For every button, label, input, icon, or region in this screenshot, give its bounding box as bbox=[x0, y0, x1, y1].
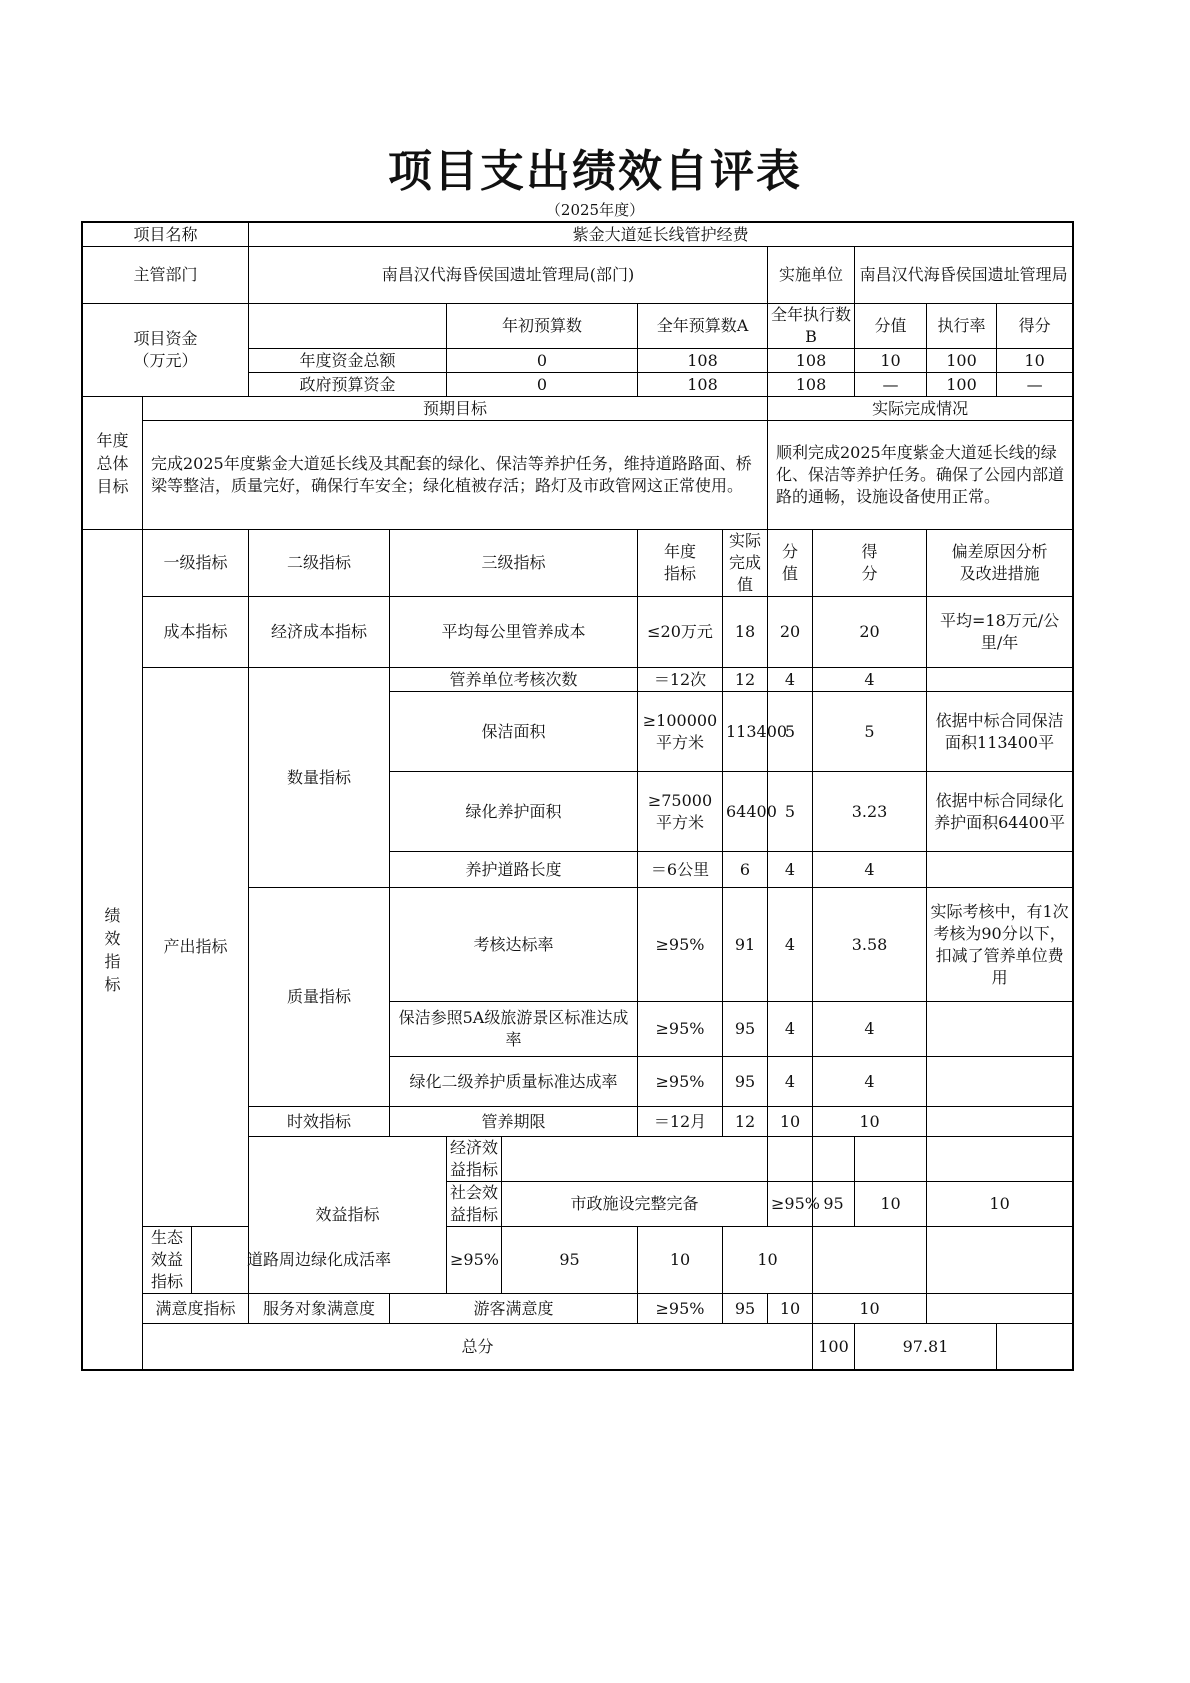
year-subtitle: （2025年度） bbox=[545, 201, 645, 219]
header-actual: 实际 完成值 bbox=[723, 530, 768, 597]
quantity-score: 4 bbox=[813, 668, 927, 692]
actual-result-header: 实际完成情况 bbox=[768, 397, 1073, 421]
funds-header-executed: 全年执行数B bbox=[768, 304, 855, 349]
timeliness-actual: 12 bbox=[723, 1107, 768, 1137]
quality-target: ≥95% bbox=[638, 1002, 723, 1057]
cost-level2: 经济成本指标 bbox=[249, 597, 390, 668]
header-target: 年度 指标 bbox=[638, 530, 723, 597]
quantity-note bbox=[927, 668, 1073, 692]
indicator-header-row bbox=[83, 530, 1073, 597]
indicators-label: 绩 效 指 标 bbox=[83, 530, 143, 1370]
quality-level2: 质量指标 bbox=[249, 888, 390, 1107]
goals-label: 年度 总体 目标 bbox=[83, 397, 143, 530]
funds-rate: 100 bbox=[927, 349, 997, 373]
funds-header-rate: 执行率 bbox=[927, 304, 997, 349]
quantity-row bbox=[83, 668, 1073, 692]
quality-note bbox=[927, 1057, 1073, 1107]
quality-name: 考核达标率 bbox=[390, 888, 638, 1002]
satisfaction-level2: 服务对象满意度 bbox=[249, 1294, 390, 1324]
quantity-name: 管养单位考核次数 bbox=[390, 668, 638, 692]
quality-target: ≥95% bbox=[638, 1057, 723, 1107]
quantity-note: 依据中标合同保洁面积113400平 bbox=[927, 692, 1073, 772]
funds-score: — bbox=[997, 373, 1073, 397]
quantity-level2: 数量指标 bbox=[249, 668, 390, 888]
expected-goal-header: 预期目标 bbox=[143, 397, 768, 421]
quantity-weight: 4 bbox=[768, 668, 813, 692]
goals-text-row bbox=[83, 421, 1073, 530]
quantity-actual: 113400 bbox=[723, 692, 768, 772]
quality-weight: 4 bbox=[768, 1057, 813, 1107]
quality-name: 保洁参照5A级旅游景区标准达成率 bbox=[390, 1002, 638, 1057]
quality-actual: 95 bbox=[723, 1057, 768, 1107]
header-score: 得 分 bbox=[813, 530, 927, 597]
timeliness-level2: 时效指标 bbox=[249, 1107, 390, 1137]
satisfaction-actual: 95 bbox=[723, 1294, 768, 1324]
quantity-target: ＝12次 bbox=[638, 668, 723, 692]
funds-header-blank bbox=[249, 304, 447, 349]
expected-goal-text: 完成2025年度紫金大道延长线及其配套的绿化、保洁等养护任务，维持道路路面、桥梁等整洁，质量完好，确保行车安全；绿化植被存活；路灯及市政管网这正常使用。 bbox=[143, 421, 768, 530]
quality-actual: 91 bbox=[723, 888, 768, 1002]
quantity-target: ＝6公里 bbox=[638, 852, 723, 888]
benefit-score: 10 bbox=[927, 1182, 1073, 1227]
benefit-target bbox=[768, 1137, 813, 1182]
timeliness-note bbox=[927, 1107, 1073, 1137]
benefit-target: ≥95% bbox=[447, 1227, 502, 1294]
quality-name: 绿化二级养护质量标准达成率 bbox=[390, 1057, 638, 1107]
quantity-weight: 4 bbox=[768, 852, 813, 888]
benefit-name bbox=[502, 1137, 768, 1182]
quantity-name: 绿化养护面积 bbox=[390, 772, 638, 852]
quantity-weight: 5 bbox=[768, 692, 813, 772]
satisfaction-level1: 满意度指标 bbox=[143, 1294, 249, 1324]
header-level2: 二级指标 bbox=[249, 530, 390, 597]
total-note bbox=[997, 1324, 1073, 1370]
dept-value: 南昌汉代海昏侯国遗址管理局(部门) bbox=[249, 247, 768, 304]
cost-actual: 18 bbox=[723, 597, 768, 668]
project-name-label: 项目名称 bbox=[83, 223, 249, 247]
funds-label: 项目资金 （万元） bbox=[83, 304, 249, 397]
benefit-level2: 经济效益指标 bbox=[447, 1137, 502, 1182]
timeliness-score: 10 bbox=[813, 1107, 927, 1137]
funds-annual: 108 bbox=[638, 373, 768, 397]
quantity-note: 依据中标合同绿化养护面积64400平 bbox=[927, 772, 1073, 852]
funds-header-score: 得分 bbox=[997, 304, 1073, 349]
benefit-name: 道路周边绿化成活率 bbox=[192, 1227, 447, 1294]
quantity-name: 保洁面积 bbox=[390, 692, 638, 772]
quantity-target: ≥100000平方米 bbox=[638, 692, 723, 772]
timeliness-target: ＝12月 bbox=[638, 1107, 723, 1137]
funds-header-annual: 全年预算数A bbox=[638, 304, 768, 349]
unit-value: 南昌汉代海昏侯国遗址管理局 bbox=[855, 247, 1073, 304]
benefit-actual bbox=[813, 1137, 855, 1182]
project-name-row bbox=[83, 223, 1073, 247]
quantity-actual: 6 bbox=[723, 852, 768, 888]
quantity-weight: 5 bbox=[768, 772, 813, 852]
funds-rate: 100 bbox=[927, 373, 997, 397]
quality-weight: 4 bbox=[768, 1002, 813, 1057]
cost-row bbox=[83, 597, 1073, 668]
output-level1: 产出指标 bbox=[143, 668, 249, 1227]
benefit-score: 10 bbox=[723, 1227, 813, 1294]
funds-header-row bbox=[83, 304, 1073, 349]
satisfaction-score: 10 bbox=[813, 1294, 927, 1324]
funds-executed: 108 bbox=[768, 349, 855, 373]
funds-header-initial: 年初预算数 bbox=[447, 304, 638, 349]
quality-score: 4 bbox=[813, 1002, 927, 1057]
evaluation-table bbox=[82, 222, 1073, 1370]
quantity-note bbox=[927, 852, 1073, 888]
benefit-level2: 社会效益指标 bbox=[447, 1182, 502, 1227]
quality-note: 实际考核中，有1次考核为90分以下，扣减了管养单位费用 bbox=[927, 888, 1073, 1002]
satisfaction-target: ≥95% bbox=[638, 1294, 723, 1324]
funds-weight: 10 bbox=[855, 349, 927, 373]
satisfaction-name: 游客满意度 bbox=[390, 1294, 638, 1324]
quantity-score: 3.23 bbox=[813, 772, 927, 852]
dept-label: 主管部门 bbox=[83, 247, 249, 304]
quantity-actual: 64400 bbox=[723, 772, 768, 852]
funds-header-weight: 分值 bbox=[855, 304, 927, 349]
department-row bbox=[83, 247, 1073, 304]
cost-note: 平均=18万元/公里/年 bbox=[927, 597, 1073, 668]
satisfaction-weight: 10 bbox=[768, 1294, 813, 1324]
benefit-note bbox=[813, 1227, 927, 1294]
quantity-actual: 12 bbox=[723, 668, 768, 692]
unit-label: 实施单位 bbox=[768, 247, 855, 304]
benefit-actual: 95 bbox=[502, 1227, 638, 1294]
quality-note bbox=[927, 1002, 1073, 1057]
funds-executed: 108 bbox=[768, 373, 855, 397]
cost-weight: 20 bbox=[768, 597, 813, 668]
timeliness-weight: 10 bbox=[768, 1107, 813, 1137]
total-weight: 100 bbox=[813, 1324, 855, 1370]
funds-annual: 108 bbox=[638, 349, 768, 373]
header-weight: 分 值 bbox=[768, 530, 813, 597]
quality-score: 4 bbox=[813, 1057, 927, 1107]
quality-actual: 95 bbox=[723, 1002, 768, 1057]
funds-initial: 0 bbox=[447, 349, 638, 373]
satisfaction-row bbox=[83, 1294, 1073, 1324]
quantity-name: 养护道路长度 bbox=[390, 852, 638, 888]
quality-target: ≥95% bbox=[638, 888, 723, 1002]
funds-weight: — bbox=[855, 373, 927, 397]
quality-weight: 4 bbox=[768, 888, 813, 1002]
total-row bbox=[83, 1324, 1073, 1370]
benefit-name: 市政施设完整完备 bbox=[502, 1182, 768, 1227]
satisfaction-note bbox=[927, 1294, 1073, 1324]
funds-score: 10 bbox=[997, 349, 1073, 373]
quantity-target: ≥75000平方米 bbox=[638, 772, 723, 852]
header-level3: 三级指标 bbox=[390, 530, 638, 597]
benefit-weight: 10 bbox=[638, 1227, 723, 1294]
quantity-score: 4 bbox=[813, 852, 927, 888]
funds-row-label: 年度资金总额 bbox=[249, 349, 447, 373]
header-deviation: 偏差原因分析 及改进措施 bbox=[927, 530, 1073, 597]
total-label: 总分 bbox=[143, 1324, 813, 1370]
benefit-row bbox=[83, 1227, 1073, 1294]
funds-initial: 0 bbox=[447, 373, 638, 397]
funds-row-label: 政府预算资金 bbox=[249, 373, 447, 397]
timeliness-name: 管养期限 bbox=[390, 1107, 638, 1137]
quality-score: 3.58 bbox=[813, 888, 927, 1002]
benefit-level2: 生态效益指标 bbox=[143, 1227, 192, 1294]
quantity-score: 5 bbox=[813, 692, 927, 772]
benefit-target: ≥95% bbox=[768, 1182, 813, 1227]
benefit-score bbox=[927, 1137, 1073, 1182]
cost-level3: 平均每公里管养成本 bbox=[390, 597, 638, 668]
cost-score: 20 bbox=[813, 597, 927, 668]
page-title: 项目支出绩效自评表 bbox=[388, 146, 802, 197]
goals-header-row bbox=[83, 397, 1073, 421]
benefit-level1: 效益指标 bbox=[249, 1137, 447, 1294]
cost-level1: 成本指标 bbox=[143, 597, 249, 668]
actual-result-text: 顺利完成2025年度紫金大道延长线的绿化、保洁等养护任务。确保了公园内部道路的通畅，设施设备使用正常。 bbox=[768, 421, 1073, 530]
benefit-weight bbox=[855, 1137, 927, 1182]
project-name-value: 紫金大道延长线管护经费 bbox=[249, 223, 1073, 247]
benefit-actual: 95 bbox=[813, 1182, 855, 1227]
header-level1: 一级指标 bbox=[143, 530, 249, 597]
benefit-weight: 10 bbox=[855, 1182, 927, 1227]
total-score: 97.81 bbox=[855, 1324, 997, 1370]
cost-target: ≤20万元 bbox=[638, 597, 723, 668]
